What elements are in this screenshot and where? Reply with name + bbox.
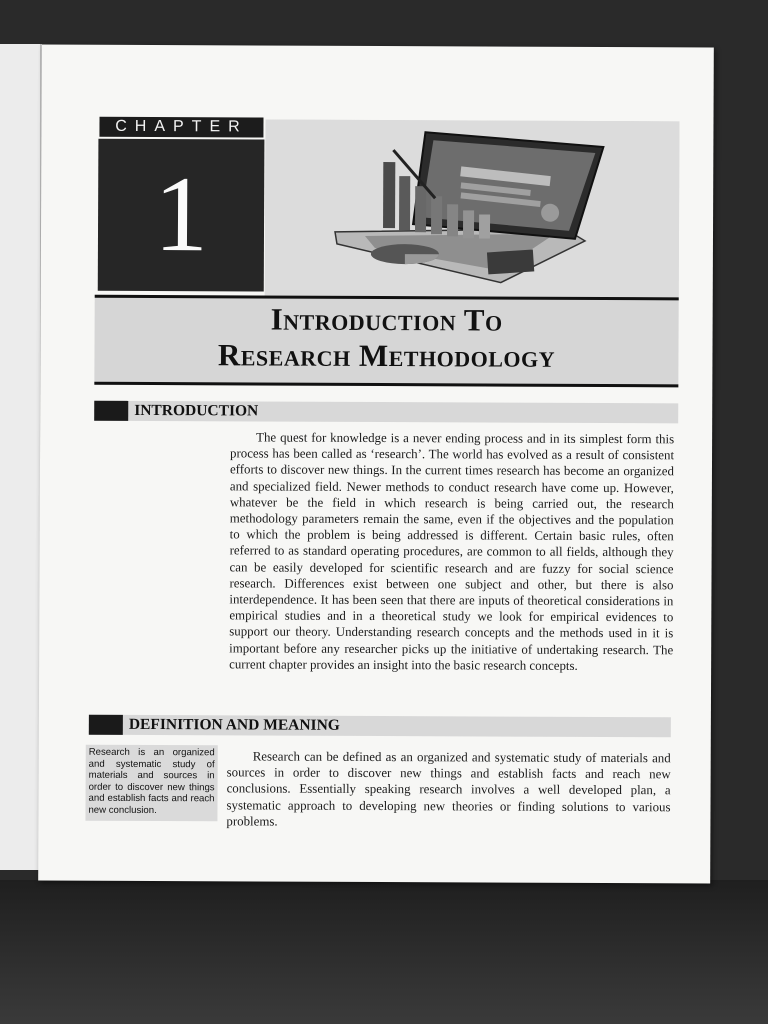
facing-page-edge (0, 44, 42, 870)
laptop-with-charts-icon (265, 120, 680, 298)
table-surface (0, 880, 768, 1024)
definition-heading-bar (89, 715, 671, 738)
definition-heading: DEFINITION AND MEANING (128, 715, 340, 734)
introduction-paragraph: The quest for knowledge is a never ending process and in its simplest form this process has been called as ‘research’. The world has evolved as a result of consistent efforts to discover new things. In the current times research has become an organized and specialized field. Newer methods to conduct research have come up. However, whatever be the field in which research is being carried out, the research methodology parameters remain the same, even if the objectives and the population to which the problem is being addressed is different. Certain basic rules, often referred to as standard operating procedures, are common to all fields, although they can be easily developed for scientific research and are fuzzy for social science research. Differences exist between one subject and other, but there is also interdependence. It has been seen that there are inputs of theoretical considerations in empirical studies and in a theoretical study we look for empirical evidences to support our theory. Understanding research concepts and the methods used in it is important before any researcher picks up the initiative of undertaking research. The current chapter provides an insight into the basic research concepts. (229, 430, 675, 673)
heading-marker (89, 715, 123, 735)
heading-marker (94, 401, 128, 421)
chapter-title-line1: Introduction To (270, 301, 503, 338)
book-page (38, 45, 714, 884)
chapter-number: 1 (153, 155, 209, 275)
chapter-label: CHAPTER (99, 117, 263, 138)
margin-note: Research is an organized and systematic study of materials and sources in order to discover new things and establish facts and reach new conclusion. (85, 745, 217, 822)
introduction-heading: INTRODUCTION (134, 401, 259, 420)
definition-paragraph: Research can be defined as an organized and systematic study of materials and sources in order to discover new things and establish facts and reach new conclusions. Essentially speaking research involves a well developed plan, a systematic approach to developing new theories or finding solutions to various problems. (226, 749, 671, 829)
chapter-hero-image (265, 120, 680, 298)
chapter-title-line2: Research Methodology (217, 337, 556, 374)
introduction-heading-bar (94, 401, 678, 424)
